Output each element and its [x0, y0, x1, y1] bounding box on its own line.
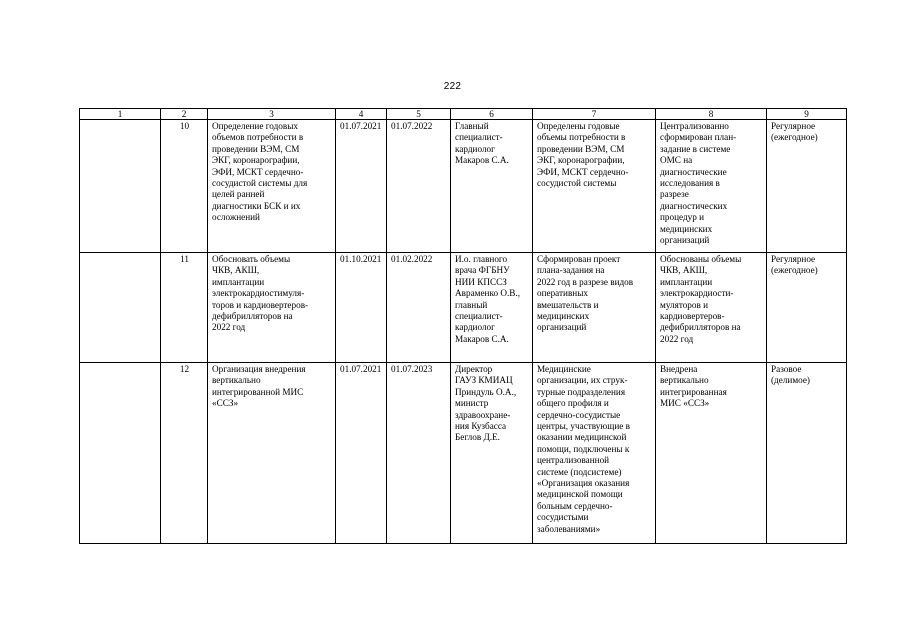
cell-frequency: Разовое (делимое)	[767, 363, 847, 544]
cell-outcome: Обоснованы объемы ЧКВ, АКШ, имплантации электрокардиости- муляторов и кардиовертеров- дефибрилляторов на 2022 год	[656, 253, 767, 363]
cell-result: Медицинские организации, их струк- турные подразделения общего профиля и сердечно-сосудистые центры, участвующие в оказании медицинской помощи, подключены к централизованной системе (подсистеме) «Организация оказания медицинской помощи больным сердечно- сосудистыми заболеваниями»	[533, 363, 656, 544]
cell-end-date: 01.07.2023	[387, 363, 451, 544]
cell-frequency: Регулярное (ежегодное)	[767, 120, 847, 253]
column-header: 7	[533, 109, 656, 120]
column-header: 5	[387, 109, 451, 120]
cell-result: Сформирован проект плана-задания на 2022 год в разрезе видов оперативных вмешательств и медицинских организаций	[533, 253, 656, 363]
cell-responsible: И.о. главного врача ФГБНУ НИИ КПССЗ Авраменко О.В., главный специалист- кардиолог Макаров С.А.	[451, 253, 533, 363]
cell-end-date: 01.07.2022	[387, 120, 451, 253]
cell-section	[80, 253, 161, 363]
cell-section	[80, 363, 161, 544]
cell-frequency: Регулярное (ежегодное)	[767, 253, 847, 363]
cell-responsible: Главный специалист- кардиолог Макаров С.А.	[451, 120, 533, 253]
column-header: 2	[161, 109, 208, 120]
table-row	[80, 120, 847, 253]
cell-item-number: 12	[161, 363, 208, 544]
column-header: 6	[451, 109, 533, 120]
cell-start-date: 01.10.2021	[336, 253, 387, 363]
column-number-row	[80, 109, 847, 120]
cell-item-number: 11	[161, 253, 208, 363]
cell-activity: Определение годовых объемов потребности в проведении ВЭМ, СМ ЭКГ, коронарографии, ЭФИ, МСКТ сердечно- сосудистой системы для целей ранней диагностики БСК и их осложнений	[208, 120, 336, 253]
cell-end-date: 01.02.2022	[387, 253, 451, 363]
table-row	[80, 363, 847, 544]
cell-outcome: Внедрена вертикально интегрированная МИС «ССЗ»	[656, 363, 767, 544]
page-number: 222	[443, 81, 462, 92]
table-row	[80, 253, 847, 363]
column-header: 4	[336, 109, 387, 120]
column-header: 9	[767, 109, 847, 120]
cell-item-number: 10	[161, 120, 208, 253]
cell-activity: Организация внедрения вертикально интегрированной МИС «ССЗ»	[208, 363, 336, 544]
cell-start-date: 01.07.2021	[336, 363, 387, 544]
column-header: 1	[80, 109, 161, 120]
cell-section	[80, 120, 161, 253]
cell-activity: Обосновать объемы ЧКВ, АКШ, имплантации электрокардиостимуля- торов и кардиовертеров- дефибрилляторов на 2022 год	[208, 253, 336, 363]
plan-table	[79, 108, 847, 544]
cell-result: Определены годовые объемы потребности в проведении ВЭМ, СМ ЭКГ, коронарографии, ЭФИ, МСКТ сердечно- сосудистой системы	[533, 120, 656, 253]
cell-outcome: Централизованно сформирован план- задание в системе ОМС на диагностические исследования в разрезе диагностических процедур и медицинских организаций	[656, 120, 767, 253]
column-header: 3	[208, 109, 336, 120]
cell-responsible: Директор ГАУЗ КМИАЦ Приндуль О.А., министр здравоохране- ния Кузбасса Беглов Д.Е.	[451, 363, 533, 544]
column-header: 8	[656, 109, 767, 120]
cell-start-date: 01.07.2021	[336, 120, 387, 253]
